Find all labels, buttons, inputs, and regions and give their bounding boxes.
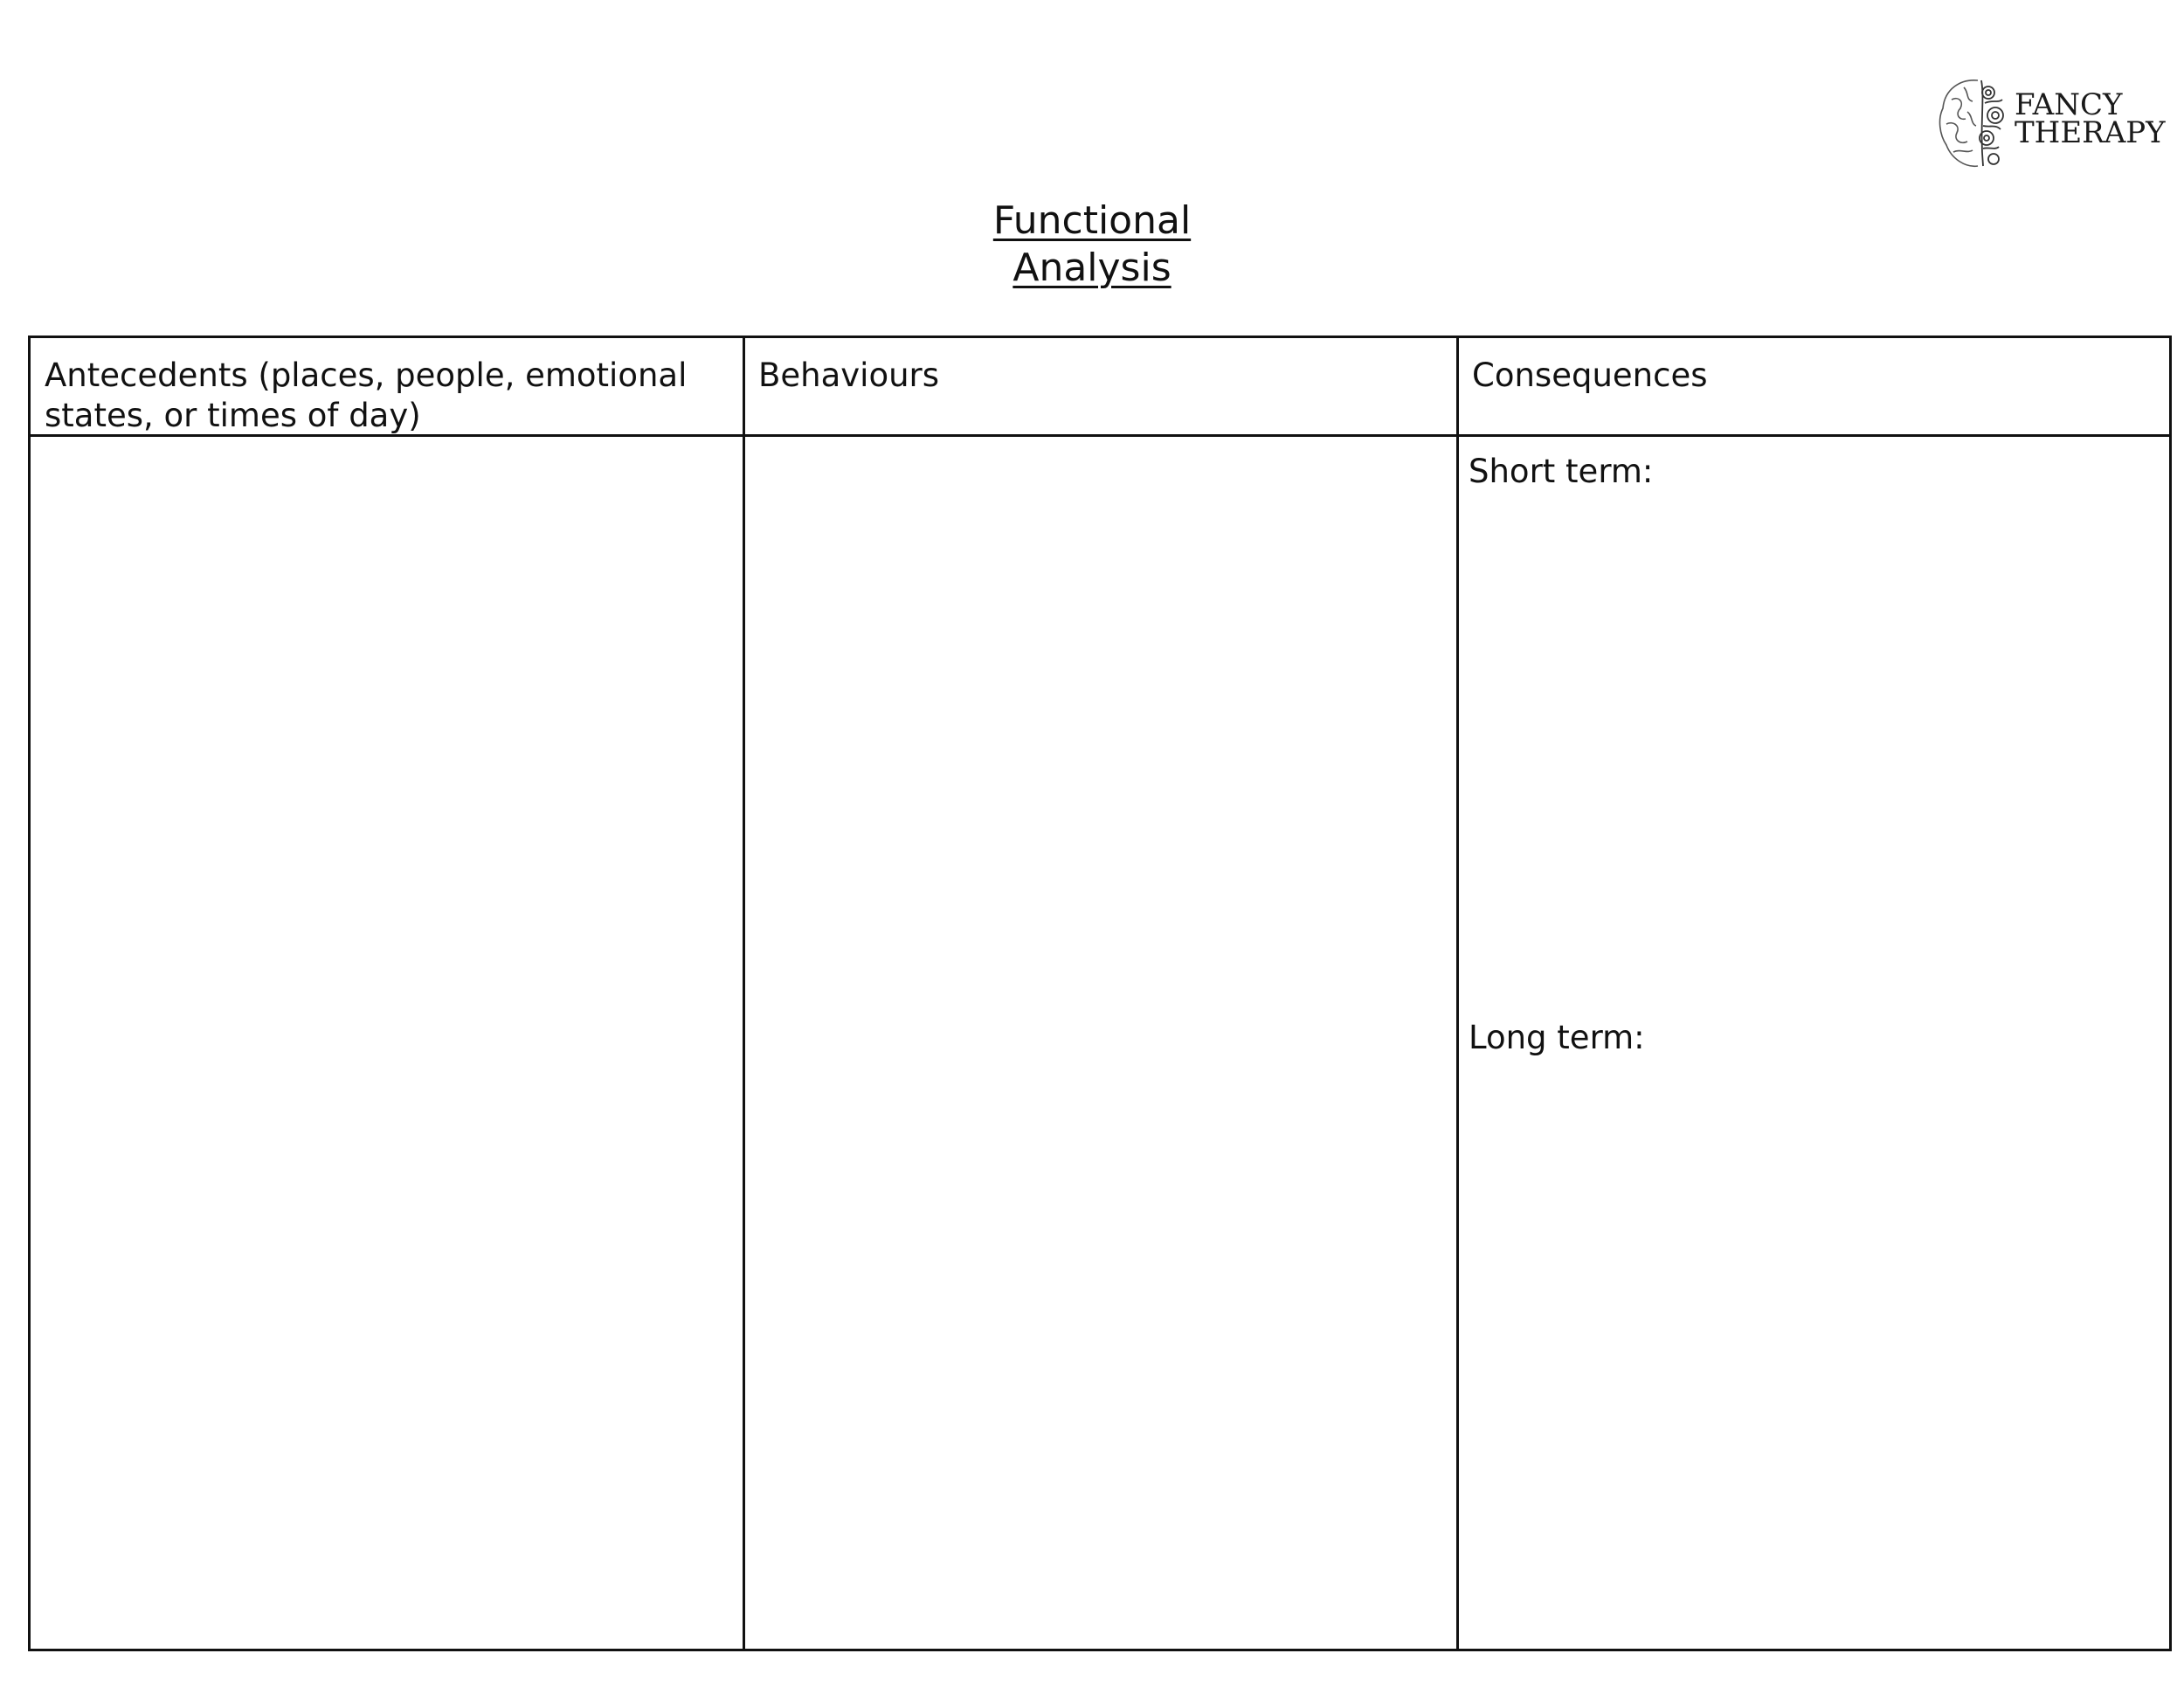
long-term-entry-area[interactable]	[1462, 1067, 2167, 1643]
long-term-label: Long term:	[1469, 1019, 1645, 1056]
functional-analysis-table	[28, 336, 2172, 1651]
brand-logo	[1934, 73, 2166, 178]
brand-name	[2015, 87, 2166, 150]
header-behaviours: Behaviours	[758, 356, 940, 394]
header-antecedents: Antecedents (places, people, emotional states, or times of day)	[45, 356, 688, 434]
page-title	[0, 197, 2184, 292]
short-term-label: Short term:	[1469, 453, 1654, 490]
header-consequences: Consequences	[1472, 356, 1708, 394]
column-divider-2	[1456, 338, 1459, 1649]
short-term-entry-area[interactable]	[1462, 501, 2167, 1007]
page-title-line1: Functional	[992, 198, 1192, 243]
brand-name-line1: FANCY	[2015, 87, 2123, 122]
antecedents-entry-area[interactable]	[33, 439, 740, 1645]
column-divider-1	[743, 338, 745, 1649]
page-title-line2: Analysis	[1013, 246, 1171, 290]
behaviours-entry-area[interactable]	[748, 439, 1454, 1645]
brand-name-line2: THERAPY	[2015, 115, 2166, 150]
brain-floral-icon	[1934, 73, 2022, 175]
